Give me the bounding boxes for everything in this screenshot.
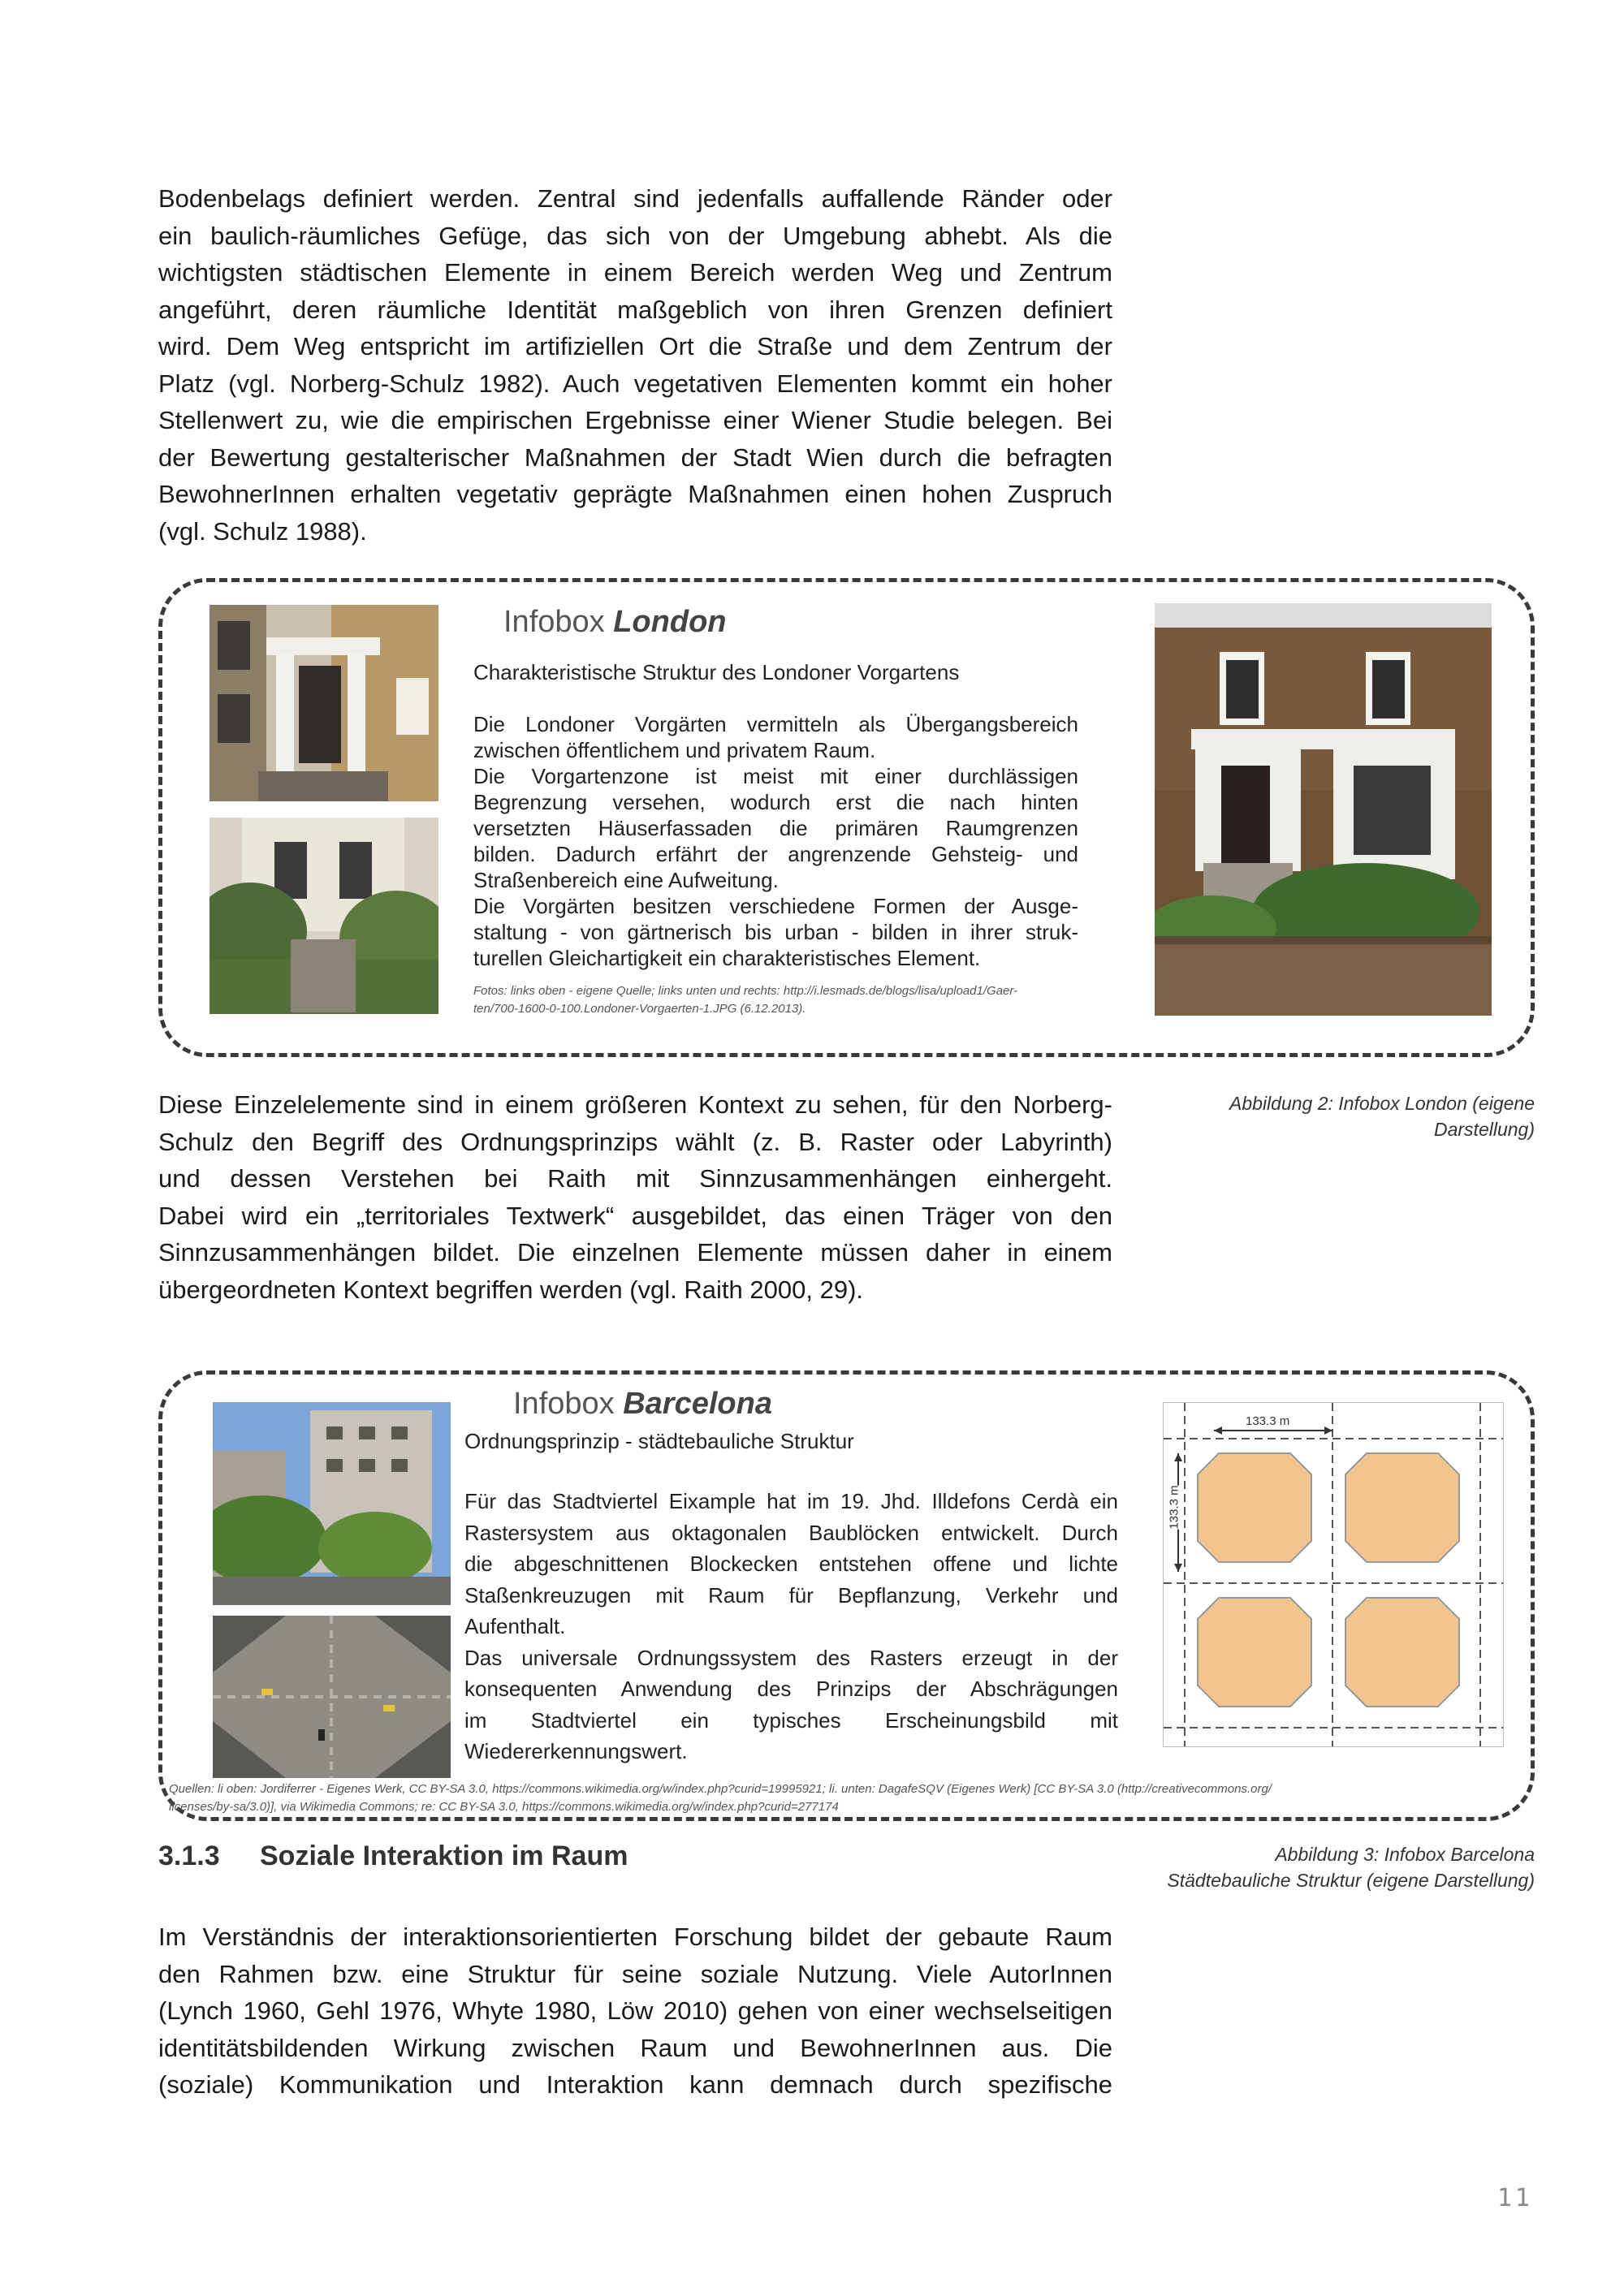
caption-line: Städtebauliche Struktur (eigene Darstellung) xyxy=(1167,1870,1535,1891)
text-line: identitätsbildenden Wirkung zwischen Raum und BewohnerInnen aus. Die xyxy=(158,2033,1112,2062)
page-number: 11 xyxy=(1497,2184,1533,2212)
caption-line: Abbildung 3: Infobox Barcelona xyxy=(1275,1844,1535,1865)
text-line: (vgl. Schulz 1988). xyxy=(158,516,367,546)
text-line: konsequenten Anwendung des Prinzips der Abschrägungen xyxy=(464,1677,1118,1701)
infobox-label: Infobox xyxy=(513,1387,615,1421)
text-line: Dabei wird ein „territoriales Textwerk“ ausgebildet, das einen Träger von den xyxy=(158,1201,1112,1230)
infobox-barcelona-title xyxy=(513,1387,772,1422)
paragraph-2 xyxy=(158,1086,1112,1308)
text-line: bilden. Dadurch erfährt der angrenzende Gehsteig- und xyxy=(473,842,1078,866)
text-line: Wiedererkennungswert. xyxy=(464,1739,688,1763)
text-line: und dessen Verstehen bei Raith mit Sinnzusammenhängen einhergeht. xyxy=(158,1164,1112,1193)
section-number: 3.1.3 xyxy=(158,1841,220,1871)
paragraph-3 xyxy=(158,1918,1112,2104)
infobox-city-name: Barcelona xyxy=(623,1387,772,1421)
credit-line: Quellen: li oben: Jordiferrer - Eigenes Werk, CC BY-SA 3.0, https://commons.wikimedia.org/w/index.php?curid=19995921; li. unten: DagafeSQV (Eigenes Werk) [CC BY-SA 3.0 (http://creativecommons.org/ xyxy=(169,1782,1272,1796)
caption-line: Darstellung) xyxy=(1434,1119,1535,1140)
text-line: Diese Einzelelemente sind in einem größeren Kontext zu sehen, für den Norberg- xyxy=(158,1090,1112,1119)
text-line: den Rahmen bzw. eine Struktur für seine soziale Nutzung. Viele AutorInnen xyxy=(158,1959,1112,1988)
text-line: die abgeschnittenen Blockecken entstehen offene und lichte xyxy=(464,1552,1118,1576)
text-line: versetzten Häuserfassaden die primären Raumgrenzen xyxy=(473,816,1078,840)
section-heading xyxy=(158,1841,628,1872)
section-title: Soziale Interaktion im Raum xyxy=(260,1841,628,1871)
text-line: (soziale) Kommunikation und Interaktion kann demnach durch spezifische xyxy=(158,2070,1112,2099)
figure-caption-london xyxy=(1112,1090,1535,1142)
text-line: Platz (vgl. Norberg-Schulz 1982). Auch vegetativen Elementen kommt ein hoher xyxy=(158,369,1112,398)
dimension-label-vertical: 133.3 m xyxy=(1167,1485,1181,1530)
dimension-label-horizontal: 133.3 m xyxy=(1243,1414,1292,1428)
text-line: angeführt, deren räumliche Identität maßgeblich von ihren Grenzen definiert xyxy=(158,295,1112,324)
infobox-london-photo-credit xyxy=(473,982,1123,1018)
photo-london-house xyxy=(1155,603,1492,1016)
photo-barcelona-aerial xyxy=(213,1616,451,1778)
text-line: Im Verständnis der interaktionsorientierten Forschung bildet der gebaute Raum xyxy=(158,1923,1112,1951)
text-line: ein baulich-räumliches Gefüge, das sich von der Umgebung abhebt. Als die xyxy=(158,221,1112,250)
text-line: Die Vorgartenzone ist meist mit einer durchlässigen xyxy=(473,764,1078,788)
text-line: Die Vorgärten besitzen verschiedene Formen der Ausge- xyxy=(473,894,1078,918)
photo-london-portico xyxy=(209,605,438,801)
photo-barcelona-street xyxy=(213,1402,451,1605)
text-line: turellen Gleichartigkeit ein charakteristisches Element. xyxy=(473,946,981,970)
text-line: übergeordneten Kontext begriffen werden (vgl. Raith 2000, 29). xyxy=(158,1275,863,1304)
text-line: Rastersystem aus oktagonalen Baublöcken entwickelt. Durch xyxy=(464,1520,1118,1545)
text-line: zwischen öffentlichem und privatem Raum. xyxy=(473,738,876,762)
credit-line: Fotos: links oben - eigene Quelle; links unten und rechts: http://i.lesmads.de/blogs/lisa/upload1/Gaer- xyxy=(473,984,1018,998)
text-line: Schulz den Begriff des Ordnungsprinzips wählt (z. B. Raster oder Labyrinth) xyxy=(158,1127,1112,1156)
text-line: wichtigsten städtischen Elemente in einem Bereich werden Weg und Zentrum xyxy=(158,258,1112,287)
photo-london-garden xyxy=(209,818,438,1014)
infobox-barcelona-photo-credit xyxy=(169,1780,1525,1816)
infobox-london-text xyxy=(473,711,1078,971)
text-line: (Lynch 1960, Gehl 1976, Whyte 1980, Löw 2010) gehen von einer wechselseitigen xyxy=(158,1996,1112,2025)
cerda-grid-diagram xyxy=(1163,1402,1504,1747)
credit-line: ten/700-1600-0-100.Londoner-Vorgaerten-1.JPG (6.12.2013). xyxy=(473,1002,806,1016)
infobox-label: Infobox xyxy=(503,605,605,639)
caption-line: Abbildung 2: Infobox London (eigene xyxy=(1229,1093,1535,1114)
text-line: staltung - von gärtnerisch bis urban - bilden in ihrer struk- xyxy=(473,920,1078,944)
paragraph-1 xyxy=(158,180,1112,550)
text-line: Für das Stadtviertel Eixample hat im 19. Jhd. Illdefons Cerdà ein xyxy=(464,1489,1118,1513)
text-line: Stellenwert zu, wie die empirischen Ergebnisse einer Wiener Studie belegen. Bei xyxy=(158,406,1112,434)
text-line: Straßenbereich eine Aufweitung. xyxy=(473,868,779,892)
text-line: Aufenthalt. xyxy=(464,1614,566,1638)
text-line: Staßenkreuzugen mit Raum für Bepflanzung, Verkehr und xyxy=(464,1582,1118,1608)
text-line: Das universale Ordnungssystem des Rasters erzeugt in der xyxy=(464,1645,1118,1670)
text-line: BewohnerInnen erhalten vegetativ geprägte Maßnahmen einen hohen Zuspruch xyxy=(158,480,1112,508)
infobox-barcelona-text xyxy=(464,1486,1118,1767)
text-line: im Stadtviertel ein typisches Erscheinungsbild mit xyxy=(464,1707,1118,1733)
credit-line: licenses/by-sa/3.0)], via Wikimedia Commons; re: CC BY-SA 3.0, https://commons.wikimedia.org/w/index.php?curid=277174 xyxy=(169,1800,839,1814)
infobox-barcelona-subtitle: Ordnungsprinzip - städtebauliche Struktur xyxy=(464,1429,854,1453)
text-line: Begrenzung versehen, wodurch erst die nach hinten xyxy=(473,790,1078,814)
text-line: wird. Dem Weg entspricht im artifiziellen Ort die Straße und dem Zentrum der xyxy=(158,332,1112,360)
infobox-city-name: London xyxy=(613,605,727,639)
text-line: Sinnzusammenhängen bildet. Die einzelnen Elemente müssen daher in einem xyxy=(158,1238,1112,1267)
text-line: Die Londoner Vorgärten vermitteln als Übergangsbereich xyxy=(473,712,1078,736)
infobox-london-title xyxy=(503,605,727,640)
figure-caption-barcelona xyxy=(1047,1841,1535,1893)
infobox-london-subtitle: Charakteristische Struktur des Londoner Vorgartens xyxy=(473,660,960,684)
text-line: Bodenbelags definiert werden. Zentral sind jedenfalls auffallende Ränder oder xyxy=(158,184,1112,213)
text-line: der Bewertung gestalterischer Maßnahmen der Stadt Wien durch die befragten xyxy=(158,442,1112,472)
